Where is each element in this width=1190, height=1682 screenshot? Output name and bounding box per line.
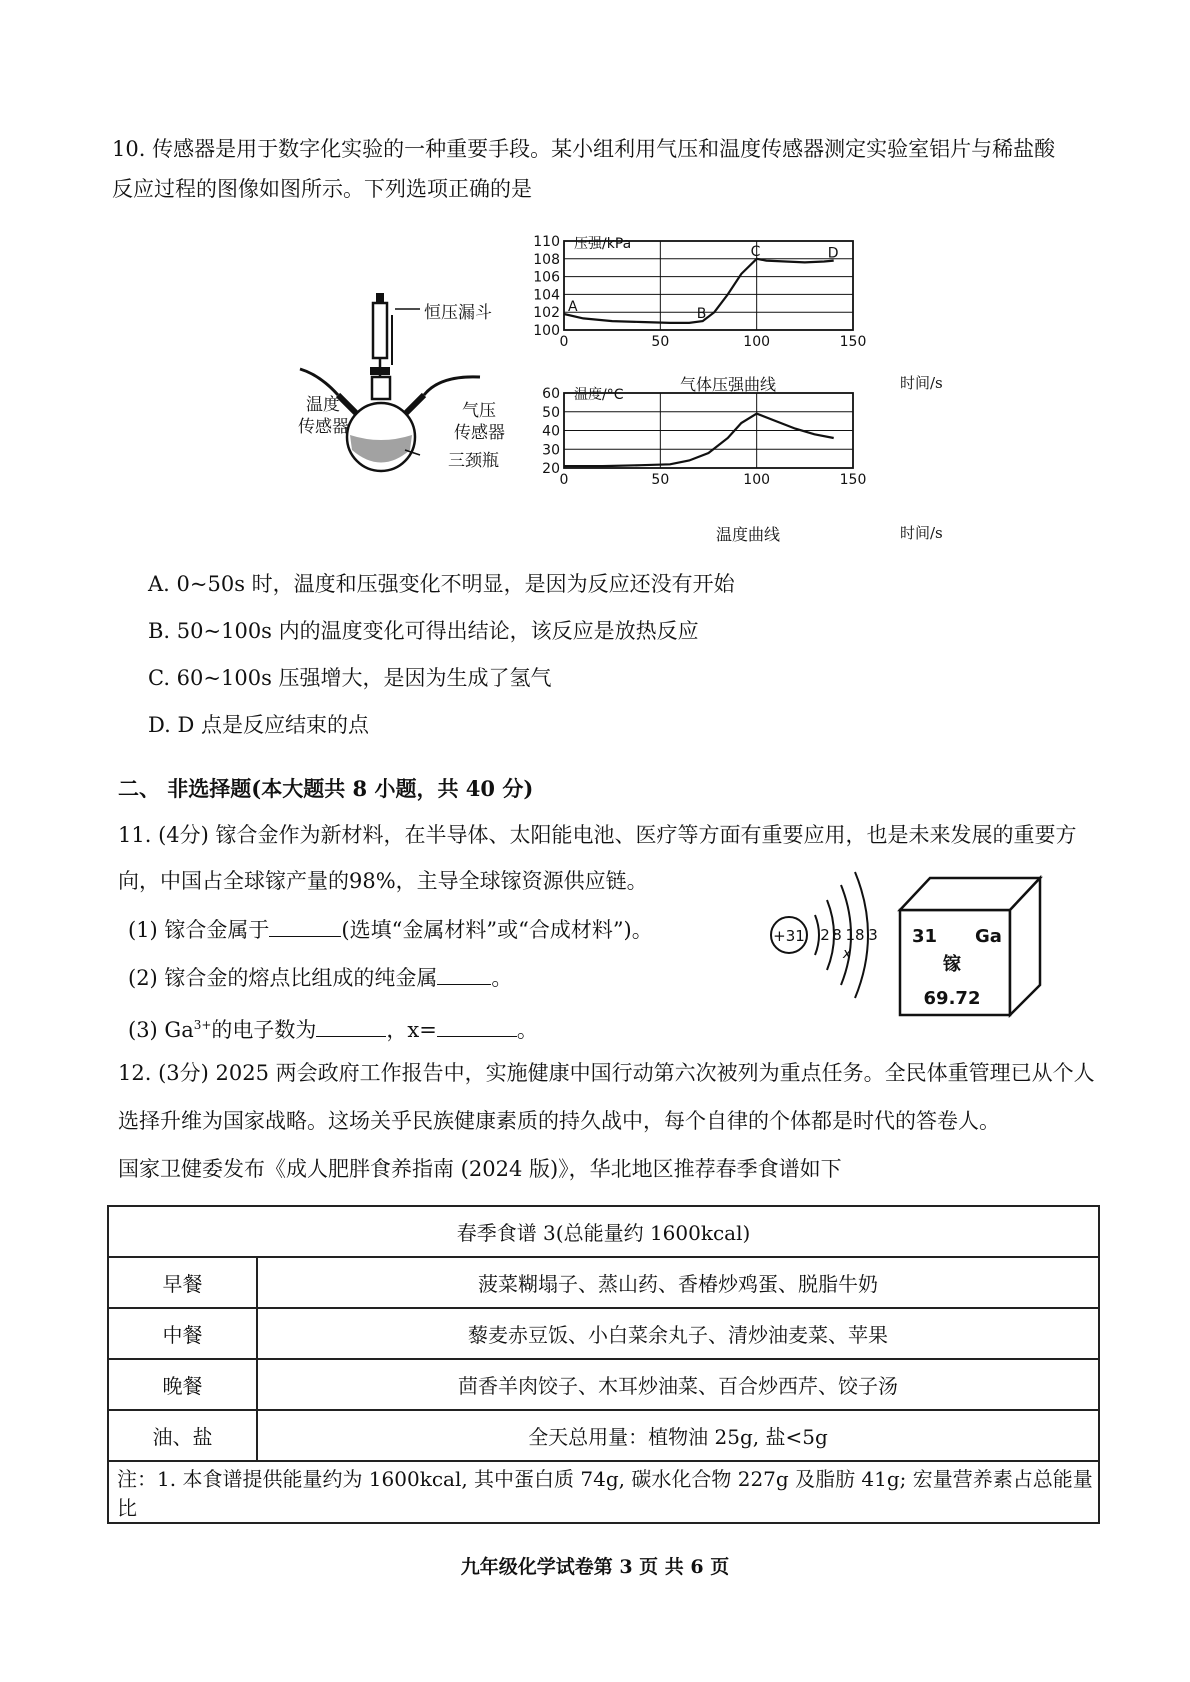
menu-meal-oil-salt: 油、盐: [108, 1410, 257, 1461]
nucleus-charge: +31: [773, 927, 805, 945]
q11-stem-line2: 向，中国占全球镓产量的98%，主导全球镓资源供应链。: [118, 869, 648, 893]
element-name: 镓: [943, 954, 961, 975]
pressure-sensor-cable: [424, 377, 480, 395]
label-funnel: 恒压漏斗: [424, 303, 492, 323]
shell-1-count: 2: [820, 926, 830, 944]
q11-sub1-hint: (选填“金属材料”或“合成材料”)。: [341, 918, 653, 942]
flask-liquid: [350, 435, 412, 463]
q11-sub2-text: (2) 镓合金的熔点比组成的纯金属: [128, 966, 438, 990]
spring-menu-table: [107, 1205, 1100, 1524]
q11-sub3-blank1[interactable]: [316, 1014, 386, 1037]
funnel-tube: [373, 303, 387, 358]
temperature-caption: 温度曲线: [716, 525, 781, 544]
q12-stem-line2: 选择升维为国家战略。这场关乎民族健康素质的持久战中，每个自律的个体都是时代的答卷人。: [118, 1109, 1000, 1133]
pressure-chart: [530, 235, 950, 375]
label-pressure-sensor-2: 传感器: [454, 423, 505, 443]
q11-sub3-text2: 的电子数为: [211, 1018, 317, 1042]
menu-meal-breakfast: 早餐: [108, 1257, 257, 1308]
table-row: [108, 1359, 1099, 1410]
q11-sub1: [128, 914, 653, 945]
q10-option-c: C. 60~100s 压强增大，是因为生成了氢气: [148, 666, 552, 690]
t-ytick-label: 40: [542, 423, 560, 440]
label-flask: 三颈瓶: [448, 451, 499, 471]
temperature-curve: [564, 414, 834, 467]
pressure-sensor-probe: [406, 395, 424, 413]
t-xtick-label: 50: [651, 472, 670, 488]
q12-stem-line1: 12. (3分) 2025 两会政府工作报告中，实施健康中国行动第六次被列为重点任务。全民体重管理已从个人: [118, 1061, 1095, 1085]
table-row: [108, 1410, 1099, 1461]
menu-meal-dinner: 晚餐: [108, 1359, 257, 1410]
pressure-ylabel: 压强/kPa: [574, 236, 632, 252]
q11-sub3-blank2[interactable]: [437, 1014, 517, 1037]
label-pressure-sensor-1: 气压: [462, 401, 496, 421]
t-ytick-label: 30: [542, 442, 560, 459]
label-temp-sensor-2: 传感器: [298, 417, 349, 437]
pressure-xlabel: 时间/s: [900, 374, 943, 392]
p-ytick-label: 100: [533, 323, 560, 339]
q10-option-b: B. 50~100s 内的温度变化可得出结论，该反应是放热反应: [148, 619, 699, 643]
p-xtick-label: 100: [743, 334, 771, 350]
temperature-xlabel: 时间/s: [900, 524, 943, 542]
q11-sub3: [128, 1010, 538, 1045]
p-ytick-label: 106: [533, 269, 560, 286]
shell-2-count: 8: [832, 926, 842, 944]
table-row: [108, 1308, 1099, 1359]
t-ytick-label: 60: [542, 386, 560, 402]
temp-sensor-probe: [338, 395, 356, 413]
q11-sub2-end: 。: [491, 966, 513, 990]
unknown-x-mark: x: [842, 946, 852, 962]
menu-meal-lunch: 中餐: [108, 1308, 257, 1359]
q11-stem-line1: 11. (4分) 镓合金作为新材料，在半导体、太阳能电池、医疗等方面有重要应用，也是未来发展的重要方: [118, 823, 1077, 847]
element-card-gallium: [890, 870, 1060, 1020]
label-temp-sensor-1: 温度: [306, 395, 340, 415]
t-xtick-label: 0: [559, 472, 569, 488]
p-ytick-label: 110: [533, 235, 560, 250]
q11-sub1-blank[interactable]: [269, 914, 341, 937]
menu-food-dinner: 茴香羊肉饺子、木耳炒油菜、百合炒西芹、饺子汤: [257, 1359, 1099, 1410]
element-number: 31: [912, 926, 938, 947]
p-xtick-label: 0: [559, 334, 569, 350]
q11-sub3-text3: ，x=: [386, 1018, 437, 1042]
menu-note: 注：1. 本食谱提供能量约为 1600kcal, 其中蛋白质 74g, 碳水化合物 227g 及脂肪 41g; 宏量营养素占总能量比: [108, 1461, 1099, 1523]
p-point-label-c: C: [750, 243, 761, 260]
q10-option-a: A. 0~50s 时，温度和压强变化不明显，是因为反应还没有开始: [148, 572, 735, 596]
p-ytick-label: 102: [533, 305, 560, 322]
p-point-label-a: A: [568, 298, 578, 315]
page-footer: 九年级化学试卷第 3 页 共 6 页: [460, 1556, 730, 1578]
q12-stem-line3: 国家卫健委发布《成人肥胖食养指南 (2024 版)》，华北地区推荐春季食谱如下: [118, 1157, 842, 1181]
funnel-valve: [370, 367, 390, 375]
q10-stem-line2: 反应过程的图像如图所示。下列选项正确的是: [112, 177, 532, 201]
p-ytick-label: 108: [533, 251, 560, 268]
temperature-ylabel: 温度/°C: [574, 387, 624, 403]
section2-heading: 二、 非选择题(本大题共 8 小题，共 40 分): [118, 776, 534, 801]
p-xtick-label: 50: [651, 334, 670, 350]
q10-option-d: D. D 点是反应结束的点: [148, 713, 369, 737]
menu-food-oil-salt: 全天总用量：植物油 25g, 盐<5g: [257, 1410, 1099, 1461]
t-xtick-label: 150: [839, 472, 867, 488]
table-row: [108, 1257, 1099, 1308]
p-point-label-d: D: [827, 245, 839, 262]
temperature-chart: [530, 385, 950, 525]
q11-sub3-charge: 3+: [193, 1018, 212, 1032]
q11-sub3-text: (3) Ga: [128, 1018, 194, 1042]
t-ytick-label: 20: [542, 461, 560, 477]
q11-sub3-end: 。: [516, 1018, 538, 1042]
funnel-stopper: [376, 293, 384, 303]
shell-4-count: 3: [868, 926, 878, 944]
p-xtick-label: 150: [839, 334, 867, 350]
q11-sub2: [128, 962, 512, 993]
element-symbol: Ga: [975, 926, 1002, 947]
t-xtick-label: 100: [743, 472, 771, 488]
t-ytick-label: 50: [542, 404, 560, 421]
shell-3-count: 18: [845, 926, 865, 944]
q11-sub1-text: (1) 镓合金属于: [128, 918, 270, 942]
q11-sub2-blank[interactable]: [437, 962, 491, 985]
q10-stem-line1: 10. 传感器是用于数字化实验的一种重要手段。某小组利用气压和温度传感器测定实验室铝片与稀盐酸: [112, 137, 1056, 161]
menu-food-breakfast: 菠菜糊塌子、蒸山药、香椿炒鸡蛋、脱脂牛奶: [257, 1257, 1099, 1308]
p-ytick-label: 104: [533, 287, 560, 304]
element-mass: 69.72: [923, 988, 981, 1009]
menu-title: 春季食谱 3(总能量约 1600kcal): [108, 1206, 1099, 1257]
electron-shell-1: [815, 915, 819, 955]
gallium-atom-diagram: [765, 860, 910, 1000]
pressure-caption: 气体压强曲线: [680, 375, 777, 394]
menu-food-lunch: 藜麦赤豆饭、小白菜余丸子、清炒油麦菜、苹果: [257, 1308, 1099, 1359]
p-point-label-b: B: [696, 306, 707, 323]
